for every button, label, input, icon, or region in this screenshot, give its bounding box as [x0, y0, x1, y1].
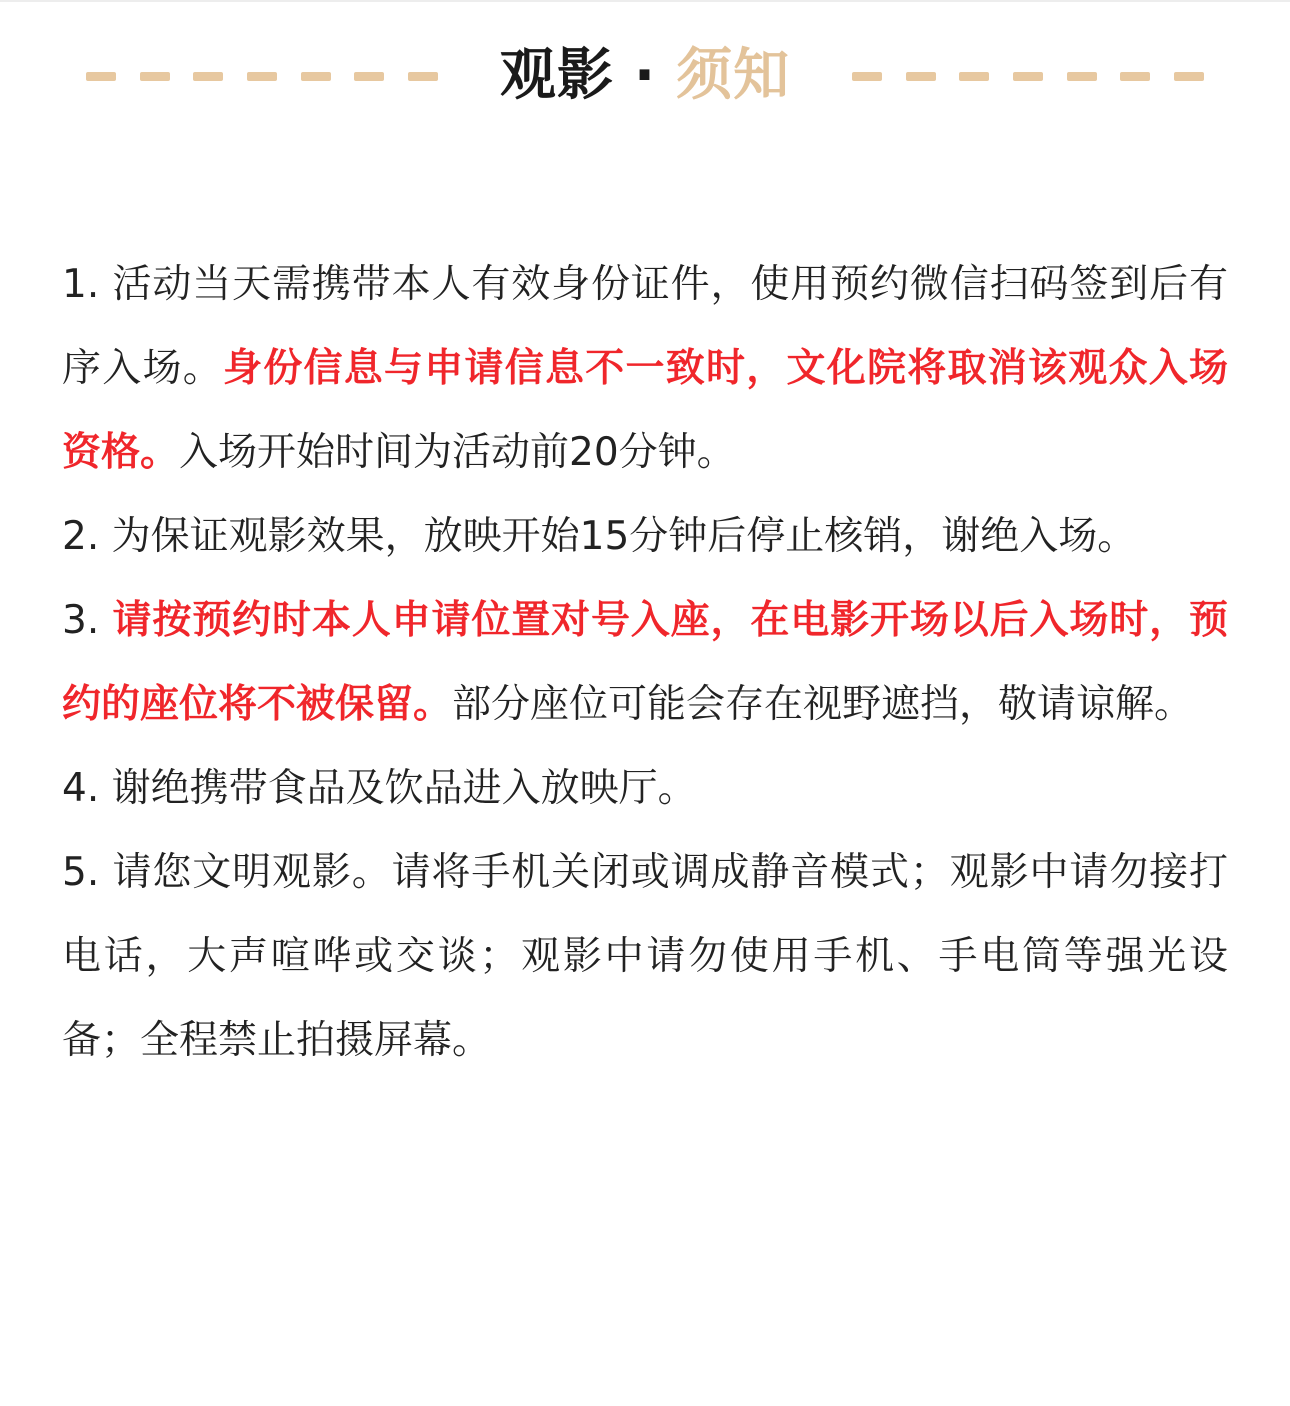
- notice-item-3: [62, 579, 1228, 747]
- title-part-1: 观影: [499, 43, 614, 108]
- notice-number: 4.: [62, 766, 100, 811]
- notice-number: 2.: [62, 514, 100, 559]
- notice-list: [62, 243, 1228, 1083]
- notice-text: 请您文明观影。请将手机关闭或调成静音模式；观影中请勿接打电话，大声喧哗或交谈；观影中请勿使用手机、手电筒等强光设备；全程禁止拍摄屏幕。: [62, 850, 1228, 1063]
- notice-item-2: [62, 495, 1228, 579]
- notice-highlight: 请按预约时本人申请位置对号入座，在电影开场以后入场时，预约的座位将不被保留。: [62, 598, 1228, 727]
- notice-text: 入场开始时间为活动前20分钟。: [179, 430, 736, 475]
- notice-text: 活动当天需携带本人有效身份证件，使用预约微信扫码签到后有序入场。: [62, 262, 1228, 391]
- notice-number: 5.: [62, 850, 100, 895]
- title-part-2: 须知: [676, 43, 791, 108]
- notice-item-4: [62, 747, 1228, 831]
- notice-number: 3.: [62, 598, 100, 643]
- notice-text: 谢绝携带食品及饮品进入放映厅。: [111, 766, 697, 811]
- notice-number: 1.: [62, 262, 100, 307]
- notice-text: 为保证观影效果，放映开始15分钟后停止核销，谢绝入场。: [111, 514, 1137, 559]
- notice-item-5: [62, 831, 1228, 1083]
- decorative-dashes-right: [852, 72, 1204, 81]
- notice-highlight: 身份信息与申请信息不一致时，文化院将取消该观众入场资格。: [62, 346, 1228, 475]
- notice-item-1: [62, 243, 1228, 495]
- notice-text: 部分座位可能会存在视野遮挡，敬请谅解。: [452, 682, 1194, 727]
- section-header: [0, 38, 1290, 114]
- title-separator: ·: [633, 43, 657, 108]
- top-divider: [0, 0, 1290, 2]
